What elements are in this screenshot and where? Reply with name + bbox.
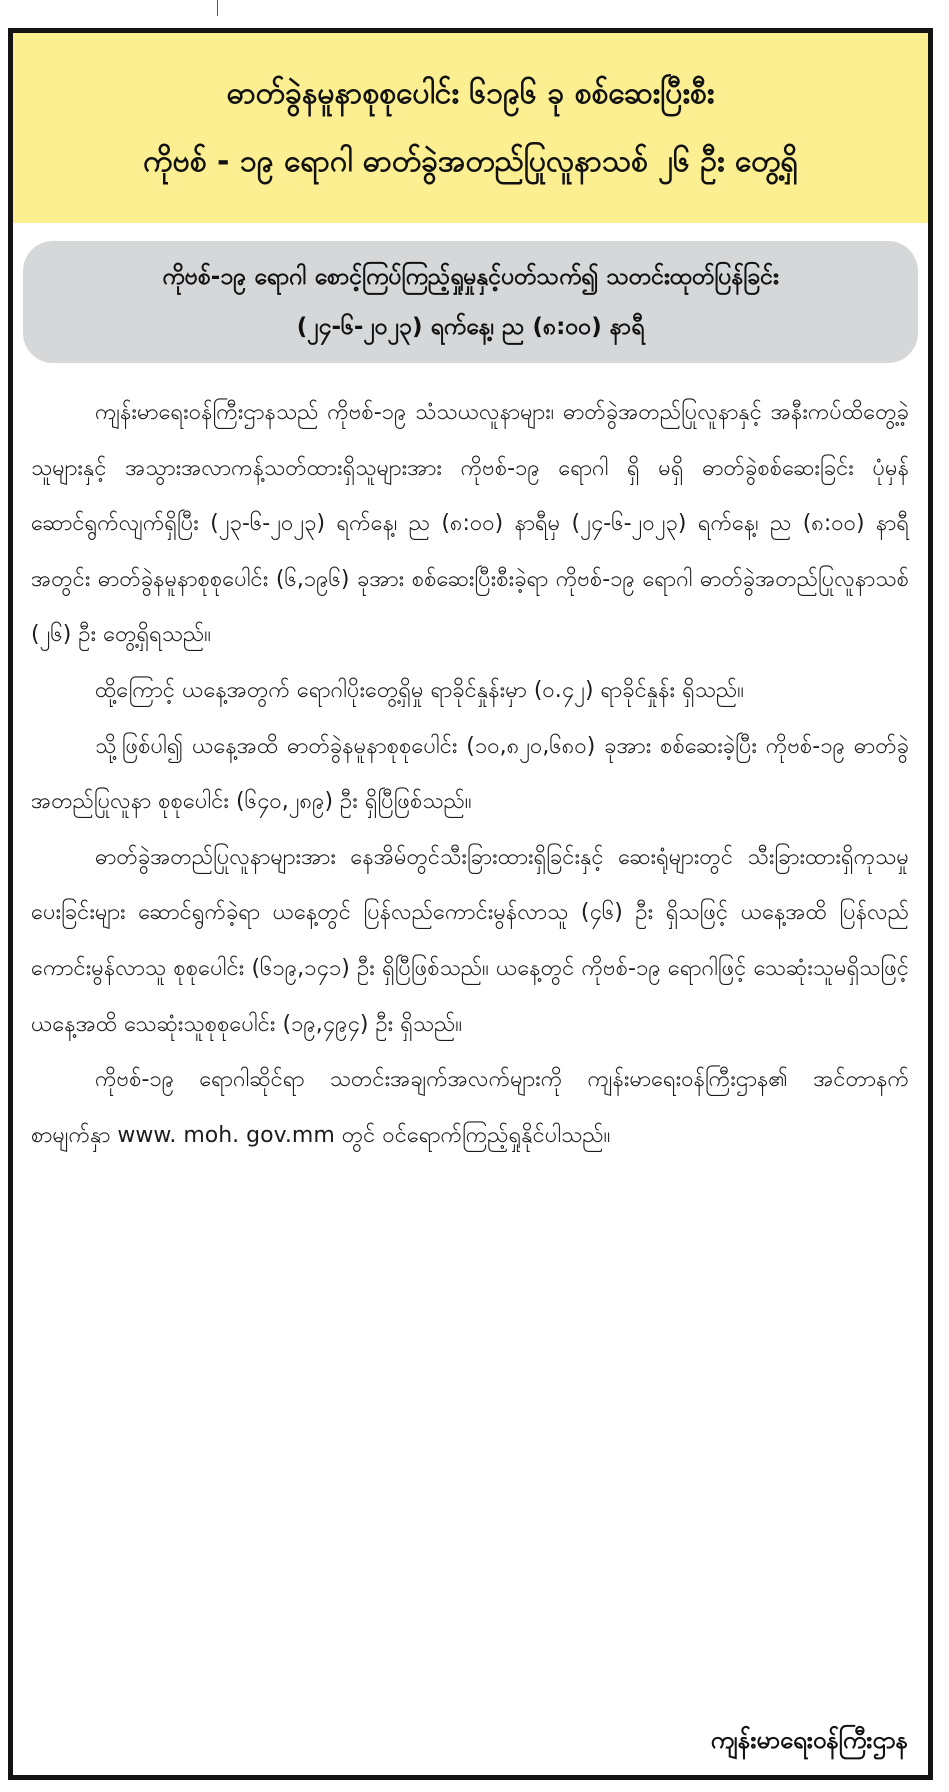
article-body	[31, 385, 909, 1163]
paragraph-recoveries-deaths: ဓာတ်ခွဲအတည်ပြုလူနာများအား နေအိမ်တွင်သီးခြားထားရှိခြင်းနှင့် ဆေးရုံများတွင် သီးခြားထားရှိကုသမှုပေးခြင်းများ ဆောင်ရွက်ခဲ့ရာ ယနေ့တွင် ပြန်လည်ကောင်းမွန်လာသူ (၄၆) ဦး ရှိသဖြင့် ယနေ့အထိ ပြန်လည်ကောင်းမွန်လာသူ စုစုပေါင်း (၆၁၉,၁၄၁) ဦး ရှိပြီဖြစ်သည်။ ယနေ့တွင် ကိုဗစ်-၁၉ ရောဂါဖြင့် သေဆုံးသူမရှိသဖြင့် ယနေ့အထိ သေဆုံးသူစုစုပေါင်း (၁၉,၄၉၄) ဦး ရှိသည်။	[31, 844, 909, 1037]
news-announcement-box	[8, 28, 933, 1780]
issuer-signature: ကျန်းမာရေးဝန်ကြီးဌာန	[710, 1726, 908, 1754]
top-margin-strip	[0, 0, 949, 18]
subheading-date: (၂၄-၆-၂၀၂၃) ရက်နေ့၊ ည (၈:၀၀) နာရီ	[296, 314, 645, 340]
subheading-pill	[23, 241, 918, 363]
paragraph-positivity-rate: ထို့ကြောင့် ယနေ့အတွက် ရောဂါပိုးတွေ့ရှိမှု ရာခိုင်နှုန်းမှာ (၀.၄၂) ရာခိုင်နှုန်း ရှိသည်။	[95, 677, 744, 703]
subheading-title: ကိုဗစ်-၁၉ ရောဂါ စောင့်ကြပ်ကြည့်ရှုမှုနှင့်ပတ်သက်၍ သတင်းထုတ်ပြန်ခြင်း	[162, 264, 779, 290]
headline-line-2: ကိုဗစ် - ၁၉ ရောဂါ ဓာတ်ခွဲအတည်ပြုလူနာသစ် ၂၆ ဦး တွေ့ရှိ	[143, 144, 798, 179]
paragraph-testing-summary: ကျန်းမာရေးဝန်ကြီးဌာနသည် ကိုဗစ်-၁၉ သံသယလူနာများ၊ ဓာတ်ခွဲအတည်ပြုလူနာနှင့် အနီးကပ်ထိတွေ့ခဲ့သူများနှင့် အသွားအလာကန့်သတ်ထားရှိသူများအား ကိုဗစ်-၁၉ ရောဂါ ရှိ မရှိ ဓာတ်ခွဲစစ်ဆေးခြင်း ပုံမှန်ဆောင်ရွက်လျက်ရှိပြီး (၂၃-၆-၂၀၂၃) ရက်နေ့၊ ည (၈:၀၀) နာရီမှ (၂၄-၆-၂၀၂၃) ရက်နေ့၊ ည (၈:၀၀) နာရီအတွင်း ဓာတ်ခွဲနမူနာစုစုပေါင်း (၆,၁၉၆) ခုအား စစ်ဆေးပြီးစီးခဲ့ရာ ကိုဗစ်-၁၉ ရောဂါ ဓာတ်ခွဲအတည်ပြုလူနာသစ် (၂၆) ဦး တွေ့ရှိရသည်။	[31, 400, 909, 648]
paragraph-cumulative-cases: သို့ဖြစ်ပါ၍ ယနေ့အထိ ဓာတ်ခွဲနမူနာစုစုပေါင်း (၁၀,၈၂၀,၆၈၀) ခုအား စစ်ဆေးခဲ့ပြီး ကိုဗစ်-၁၉ ဓာတ်ခွဲအတည်ပြုလူနာ စုစုပေါင်း (၆၄၀,၂၈၉) ဦး ရှိပြီဖြစ်သည်။	[31, 733, 909, 815]
headline-banner	[13, 33, 928, 223]
headline-line-1: ဓာတ်ခွဲနမူနာစုစုပေါင်း ၆၁၉၆ ခု စစ်ဆေးပြီးစီး	[226, 76, 715, 111]
crop-mark	[217, 0, 218, 16]
paragraph-website-info: ကိုဗစ်-၁၉ ရောဂါဆိုင်ရာ သတင်းအချက်အလက်များကို ကျန်းမာရေးဝန်ကြီးဌာန၏ အင်တာနက်စာမျက်နှာ www. moh. gov.mm တွင် ဝင်ရောက်ကြည့်ရှုနိုင်ပါသည်။	[31, 1067, 909, 1148]
